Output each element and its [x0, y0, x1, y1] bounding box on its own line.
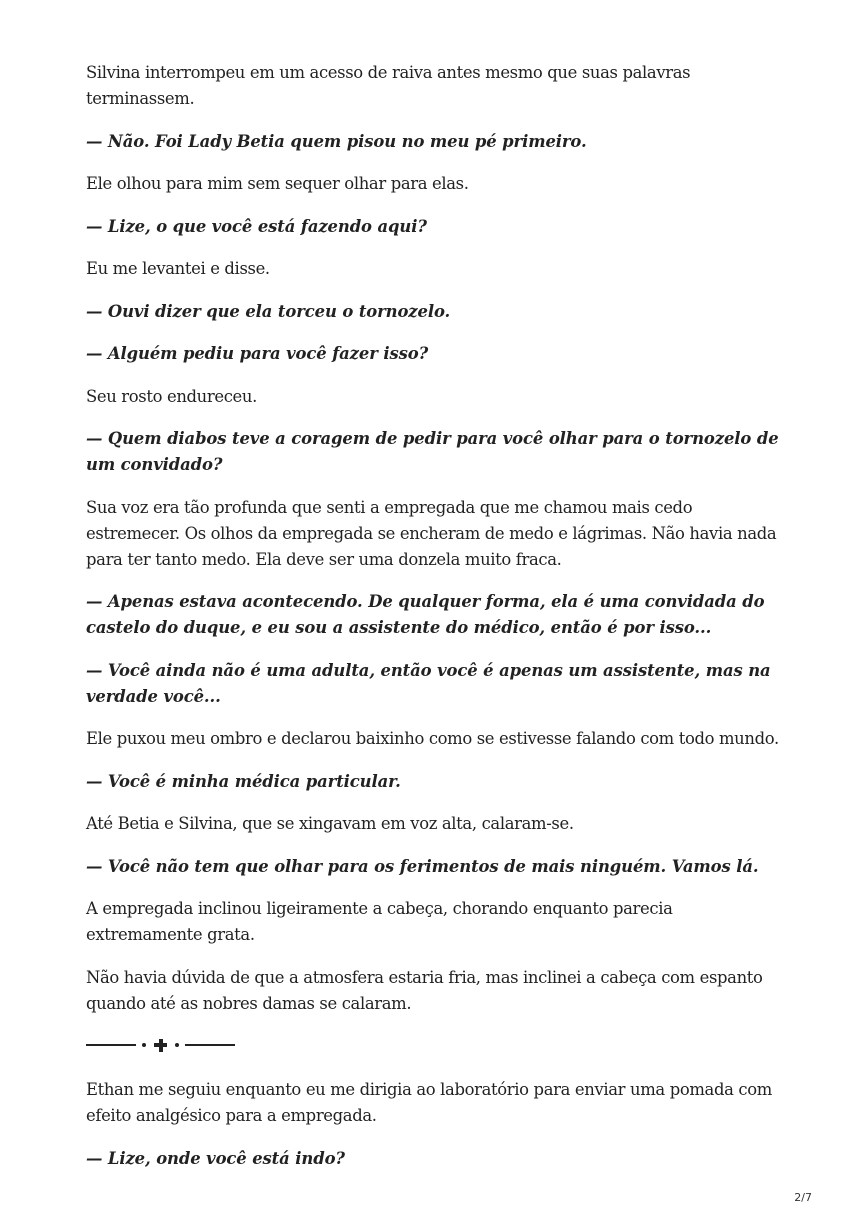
document-body: [86, 60, 786, 1188]
narration-paragraph: Ele puxou meu ombro e declarou baixinho como se estivesse falando com todo mundo.: [86, 729, 779, 748]
dialogue-line: — Você ainda não é uma adulta, então você é apenas um assistente, mas na verdade você...: [86, 660, 771, 706]
narration-paragraph: A empregada inclinou ligeiramente a cabeça, chorando enquanto parecia extremamente grata.: [86, 899, 673, 944]
narration-paragraph: Ethan me seguiu enquanto eu me dirigia ao laboratório para enviar uma pomada com efeito analgésico para a empregada.: [86, 1080, 772, 1125]
dialogue-line: — Alguém pediu para você fazer isso?: [86, 344, 429, 363]
narration-paragraph: Sua voz era tão profunda que senti a empregada que me chamou mais cedo estremecer. Os olhos da empregada se encheram de medo e lágrimas. Não havia nada para ter tanto medo. Ela deve ser uma donzela muito fraca.: [86, 497, 777, 569]
ornament-cross-icon: [154, 1039, 167, 1052]
divider-dot: [175, 1043, 179, 1047]
page-number: 2/7: [794, 1191, 812, 1204]
dialogue-line: — Ouvi dizer que ela torceu o tornozelo.: [86, 301, 451, 321]
section-divider: [86, 1033, 786, 1057]
divider-line: [185, 1044, 235, 1046]
divider-line: [86, 1044, 136, 1046]
dialogue-line: — Não. Foi Lady Betia quem pisou no meu pé primeiro.: [86, 131, 587, 151]
dialogue-line: — Apenas estava acontecendo. De qualquer forma, ela é uma convidada do castelo do duque, e eu sou a assistente do médico, então é por isso...: [86, 592, 765, 637]
narration-paragraph: Seu rosto endureceu.: [86, 386, 257, 406]
divider-dot: [142, 1043, 146, 1047]
dialogue-line: — Lize, onde você está indo?: [86, 1148, 345, 1168]
dialogue-line: — Lize, o que você está fazendo aqui?: [86, 216, 427, 236]
dialogue-line: — Você não tem que olhar para os ferimentos de mais ninguém. Vamos lá.: [86, 856, 759, 876]
narration-paragraph: Não havia dúvida de que a atmosfera estaria fria, mas inclinei a cabeça com espanto quando até as nobres damas se calaram.: [86, 967, 763, 1013]
narration-paragraph: Até Betia e Silvina, que se xingavam em voz alta, calaram-se.: [86, 814, 574, 833]
narration-paragraph: Silvina interrompeu em um acesso de raiva antes mesmo que suas palavras terminassem.: [86, 63, 691, 108]
narration-paragraph: Ele olhou para mim sem sequer olhar para elas.: [86, 174, 469, 193]
dialogue-line: — Quem diabos teve a coragem de pedir para você olhar para o tornozelo de um convidado?: [86, 429, 779, 474]
dialogue-line: — Você é minha médica particular.: [86, 771, 401, 791]
narration-paragraph: Eu me levantei e disse.: [86, 259, 270, 278]
